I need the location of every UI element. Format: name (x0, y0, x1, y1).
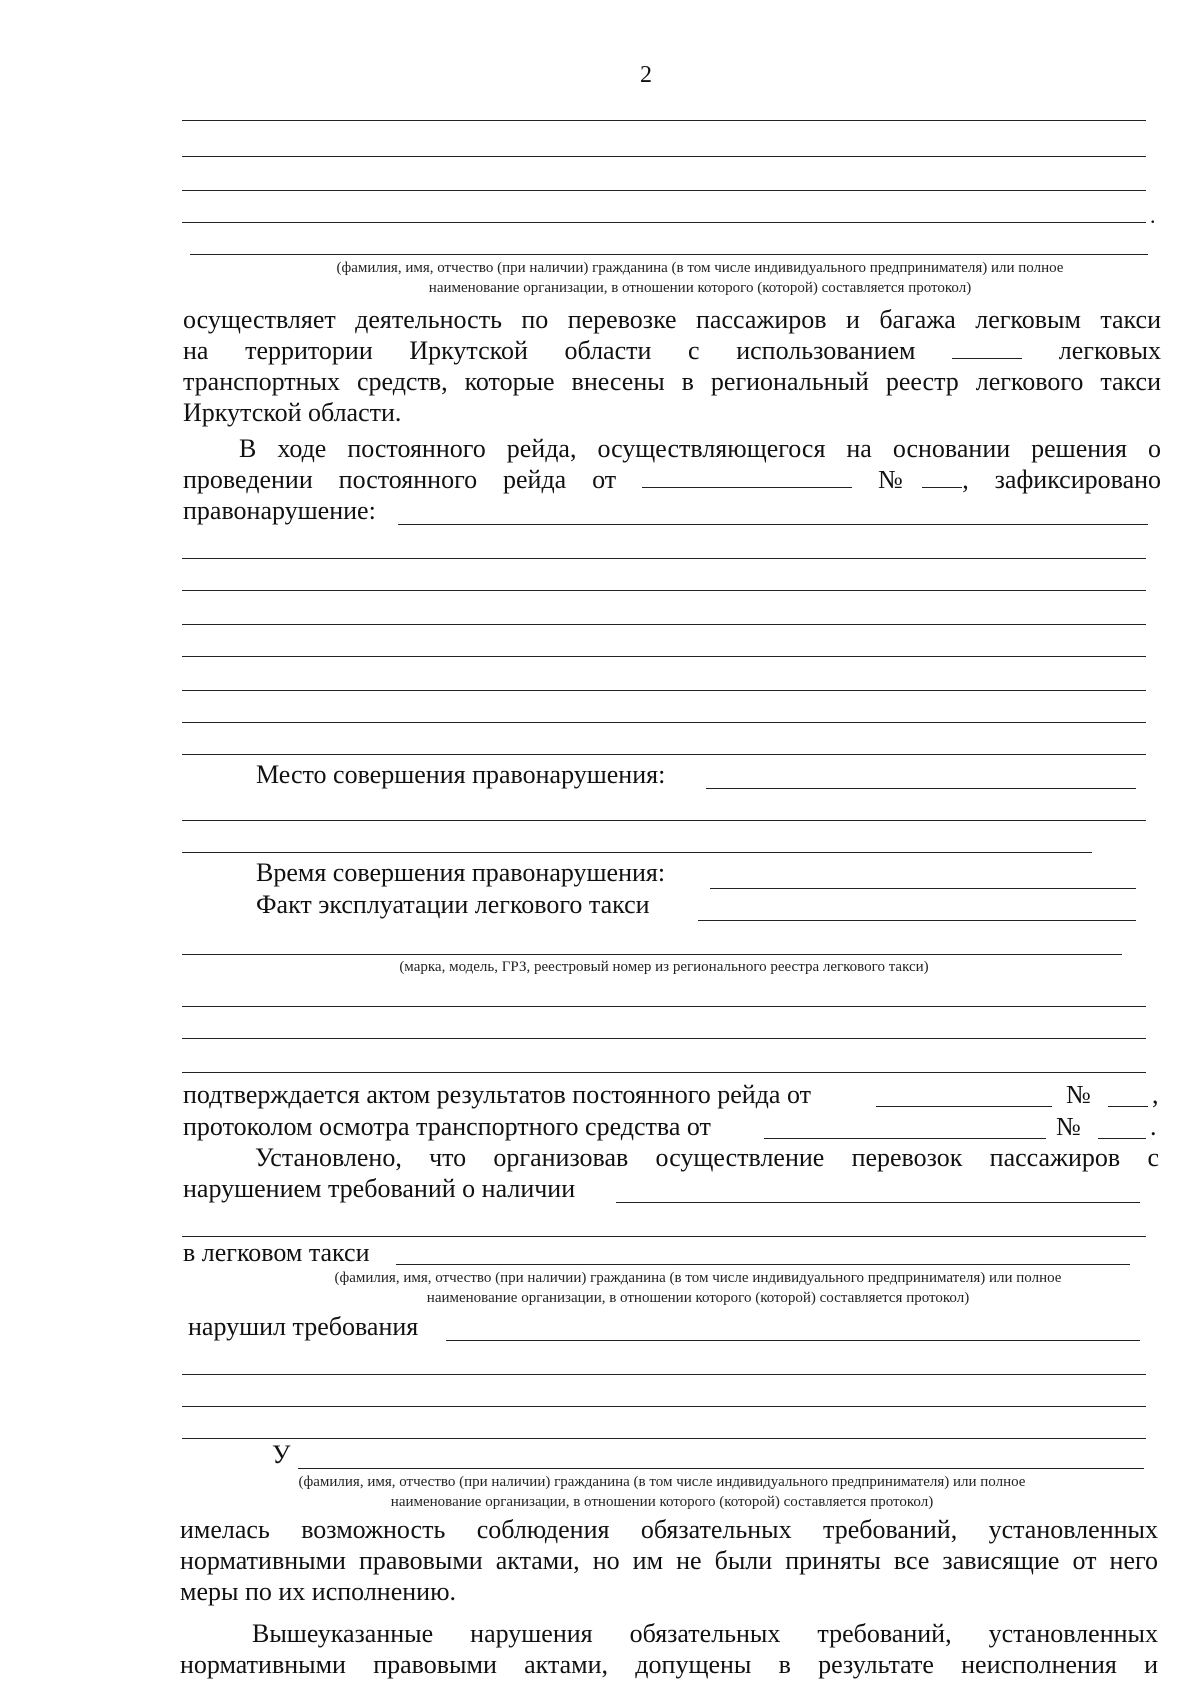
date-blank[interactable] (642, 467, 852, 488)
text-line: Установлено, что организовав осуществление перевозок пассажиров с (255, 1143, 1159, 1172)
fact-field[interactable] (698, 920, 1136, 921)
text-line: Иркутской области. (183, 398, 402, 427)
comma: , (1152, 1080, 1159, 1109)
caption-line: (фамилия, имя, отчество (при наличии) гражданина (в том числе индивидуального предпринимателя) или полное (336, 260, 1064, 276)
violation-field[interactable] (398, 524, 1148, 525)
place-field[interactable] (706, 788, 1136, 789)
text-line: транспортных средств, которые внесены в региональный реестр легкового такси (183, 367, 1161, 396)
period: . (1150, 1112, 1157, 1141)
text-fragment (878, 465, 1161, 494)
requirements-field[interactable] (616, 1202, 1140, 1203)
time-label: Время совершения правонарушения: (256, 858, 666, 887)
trailing-dot: . (1150, 203, 1156, 228)
blank-line[interactable] (182, 120, 1146, 121)
number-sign: № (878, 465, 923, 494)
text-line: нормативными правовыми актами, но им не были приняты все зависящие от него (180, 1546, 1158, 1575)
text-line: меры по их исполнению. (180, 1577, 456, 1606)
text-line: нормативными правовыми актами, допущены в результате неисполнения и (180, 1650, 1158, 1679)
blank-line[interactable] (182, 722, 1146, 723)
text-line: имелась возможность соблюдения обязательных требований, установленных (180, 1515, 1158, 1544)
requirements-label: нарушением требований о наличии (183, 1174, 576, 1203)
number-sign: № (1066, 1080, 1091, 1109)
time-field[interactable] (710, 888, 1136, 889)
blank-line[interactable] (182, 1006, 1146, 1007)
page-number: 2 (640, 62, 652, 88)
blank-line[interactable] (182, 1406, 1146, 1407)
paragraph-raid (183, 433, 1161, 495)
confirm-label: подтверждается актом результатов постоянного рейда от (183, 1080, 811, 1109)
text-line: Вышеуказанные нарушения обязательных требований, установленных (252, 1619, 1158, 1648)
text-line (183, 464, 1161, 495)
paragraph-established (183, 1142, 1159, 1173)
inspection-label: протоколом осмотра транспортного средства от (183, 1112, 711, 1141)
number-sign: № (1056, 1112, 1081, 1141)
blank-line[interactable] (182, 624, 1146, 625)
act-number-field[interactable] (1108, 1106, 1148, 1107)
blank-line[interactable] (182, 852, 1092, 853)
blank-line[interactable] (182, 954, 1122, 955)
in-taxi-field[interactable] (396, 1264, 1130, 1265)
text-fragment: на территории Иркутской области с использованием (183, 336, 916, 365)
fact-label: Факт эксплуатации легкового такси (256, 890, 650, 919)
blank-line[interactable] (182, 190, 1146, 191)
blank-line[interactable] (182, 656, 1146, 657)
act-date-field[interactable] (876, 1106, 1052, 1107)
caption-line: (фамилия, имя, отчество (при наличии) гражданина (в том числе индивидуального предпринимателя) или полное (334, 1270, 1062, 1286)
count-blank[interactable] (952, 338, 1022, 359)
text-fragment: проведении постоянного рейда от (183, 465, 617, 494)
caption-vehicle: (марка, модель, ГРЗ, реестровый номер из регионального реестра легкового такси) (399, 959, 929, 975)
blank-line[interactable] (182, 1072, 1146, 1073)
number-blank[interactable] (922, 467, 962, 488)
blank-line[interactable] (182, 1038, 1146, 1039)
text-fragment: , зафиксировано (962, 465, 1162, 494)
paragraph-last (180, 1618, 1158, 1680)
caption-line: наименование организации, в отношении которого (которой) составляется протокол) (426, 1290, 970, 1306)
blank-line[interactable] (182, 690, 1146, 691)
text-fragment: легковых (1058, 336, 1162, 365)
caption-line: наименование организации, в отношении которого (которой) составляется протокол) (390, 1494, 934, 1510)
caption-subject (228, 1268, 1168, 1308)
inspection-date-field[interactable] (764, 1138, 1046, 1139)
paragraph-activity (183, 304, 1161, 428)
paragraph-possibility (180, 1514, 1158, 1607)
blank-line[interactable] (182, 222, 1146, 223)
blank-line[interactable] (182, 1374, 1146, 1375)
inspection-number-field[interactable] (1098, 1138, 1146, 1139)
violated-label: нарушил требования (188, 1312, 419, 1341)
blank-line[interactable] (190, 254, 1148, 255)
blank-line[interactable] (182, 156, 1146, 157)
place-label: Место совершения правонарушения: (256, 760, 666, 789)
u-field[interactable] (298, 1468, 1144, 1469)
caption-line: (фамилия, имя, отчество (при наличии) гражданина (в том числе индивидуального предпринимателя) или полное (298, 1474, 1026, 1490)
caption-subject (230, 258, 1170, 298)
caption-line: наименование организации, в отношении которого (которой) составляется протокол) (428, 280, 972, 296)
in-taxi-label: в легковом такси (183, 1238, 370, 1267)
blank-line[interactable] (182, 1438, 1146, 1439)
blank-line[interactable] (182, 820, 1146, 821)
text-line: В ходе постоянного рейда, осуществляющегося на основании решения о (239, 434, 1161, 463)
caption-subject (192, 1472, 1132, 1512)
violated-field[interactable] (446, 1340, 1140, 1341)
blank-line[interactable] (182, 590, 1146, 591)
u-label: У (272, 1440, 291, 1469)
violation-label: правонарушение: (183, 496, 376, 525)
blank-line[interactable] (182, 1236, 1146, 1237)
text-line: осуществляет деятельность по перевозке пассажиров и багажа легковым такси (183, 305, 1161, 334)
blank-line[interactable] (182, 754, 1146, 755)
text-line (183, 335, 1161, 366)
blank-line[interactable] (182, 558, 1146, 559)
